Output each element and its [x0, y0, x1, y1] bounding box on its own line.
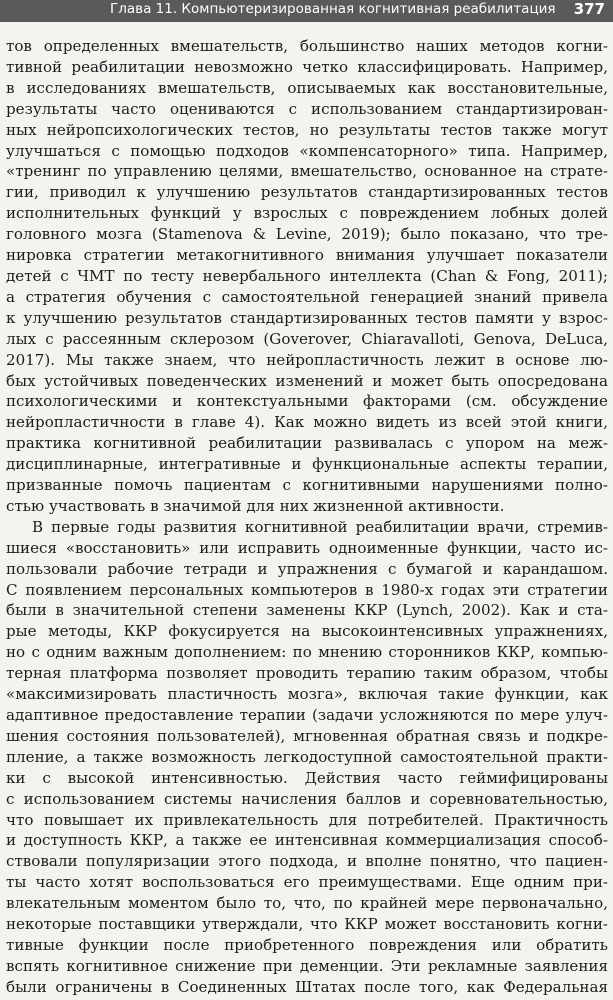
- text-line: но с одним важным дополнением: по мнению сторонников ККР, компью-: [6, 643, 608, 662]
- text-line: результаты часто оцениваются с использованием стандартизирован-: [6, 99, 608, 118]
- text-line: тивной реабилитации невозможно четко классифицировать. Например,: [6, 57, 608, 76]
- text-line: некоторые поставщики утверждали, что ККР может восстановить когни-: [6, 915, 608, 934]
- text-line: а стратегия обучения с самостоятельной генерацией знаний привела: [6, 287, 608, 306]
- text-line: лых с рассеянным склерозом (Goverover, Chiaravalloti, Genova, DeLuca,: [6, 329, 608, 348]
- text-line: к улучшению результатов стандартизированных тестов памяти у взрос-: [6, 308, 608, 327]
- text-line: ствовали популяризации этого подхода, и вполне понятно, что пациен-: [6, 852, 608, 871]
- text-line: гии, приводил к улучшению результатов стандартизированных тестов: [6, 183, 608, 202]
- text-line: тов определенных вмешательств, большинство наших методов когни-: [6, 37, 608, 55]
- text-line: «тренинг по управлению целями, вмешательство, основанное на страте-: [6, 162, 608, 181]
- text-line: ных нейропсихологических тестов, но результаты тестов также могут: [6, 120, 608, 139]
- text-line: дисциплинарные, интегративные и функциональные аспекты терапии,: [6, 455, 608, 474]
- page-number: 377: [573, 0, 605, 18]
- text-line: «максимизировать пластичность мозга», включая такие функции, как: [6, 685, 608, 704]
- text-line: были в значительной степени заменены ККР (Lynch, 2002). Как и ста-: [6, 601, 608, 620]
- text-line: терная платформа позволяет проводить терапию таким образом, чтобы: [6, 664, 608, 683]
- text-line: тивные функции после приобретенного повреждения или обратить: [6, 935, 608, 954]
- paragraph-first-line: В первые годы развития когнитивной реабилитации врачи, стремив-: [32, 517, 608, 536]
- text-line: детей с ЧМТ по тесту невербального интеллекта (Chan & Fong, 2011);: [6, 266, 608, 285]
- text-line: головного мозга (Stamenova & Levine, 2019); было показано, что тре-: [6, 225, 608, 244]
- text-line: улучшаться с помощью подходов «компенсаторного» типа. Например,: [6, 141, 608, 160]
- text-line: влекательным моментом было то, что, по крайней мере первоначально,: [6, 894, 608, 913]
- text-line: нейропластичности в главе 4). Как можно видеть из всей этой книги,: [6, 413, 608, 432]
- text-line: шиеся «восстановить» или исправить одноименные функции, часто ис-: [6, 538, 608, 557]
- text-line: и доступность ККР, а также ее интенсивная коммерциализация способ-: [6, 831, 608, 850]
- text-line: были ограничены в Соединенных Штатах после того, как Федеральная: [6, 977, 608, 996]
- text-line: исполнительных функций у взрослых с повреждением лобных долей: [6, 204, 608, 223]
- body-text: [6, 36, 608, 998]
- text-line: бых устойчивых поведенческих изменений и может быть опосредована: [6, 371, 608, 390]
- text-line: рые методы, ККР фокусируется на высокоинтенсивных упражнениях,: [6, 622, 608, 641]
- text-line: пление, а также возможность легкодоступной самостоятельной практи-: [6, 747, 608, 766]
- text-line: 2017). Мы также знаем, что нейропластичность лежит в основе лю-: [6, 350, 608, 369]
- text-line: вспять когнитивное снижение при деменции. Эти рекламные заявления: [6, 956, 608, 975]
- text-line: адаптивное предоставление терапии (задачи усложняются по мере улуч-: [6, 706, 608, 724]
- text-line: что повышает их привлекательность для потребителей. Практичность: [6, 810, 608, 829]
- text-line: шения состояния пользователей), мгновенная обратная связь и подкре-: [6, 726, 608, 745]
- text-line: ты часто хотят воспользоваться его преимуществами. Еще одним при-: [6, 873, 608, 892]
- text-line: с использованием системы начисления баллов и соревновательностью,: [6, 789, 608, 808]
- text-line: призванные помочь пациентам с когнитивными нарушениями полно-: [6, 476, 608, 495]
- text-line: ки с высокой интенсивностью. Действия часто геймифицированы: [6, 768, 608, 787]
- paragraph-last-line: стью участвовать в значимой для них жизненной активности.: [6, 496, 505, 515]
- running-header: [0, 0, 613, 22]
- text-line: пользовали рабочие тетради и упражнения с бумагой и карандашом.: [6, 559, 608, 578]
- chapter-title: Глава 11. Компьютеризированная когнитивная реабилитация: [110, 1, 556, 17]
- text-line: в исследованиях вмешательств, описываемых как восстановительные,: [6, 78, 608, 97]
- text-line: С появлением персональных компьютеров в 1980-х годах эти стратегии: [6, 580, 608, 599]
- text-line: психологическими и контекстуальными факторами (см. обсуждение: [6, 392, 608, 411]
- text-line: практика когнитивной реабилитации развивалась с упором на меж-: [6, 434, 608, 453]
- text-line: нировка стратегии метакогнитивного внимания улучшает показатели: [6, 246, 608, 265]
